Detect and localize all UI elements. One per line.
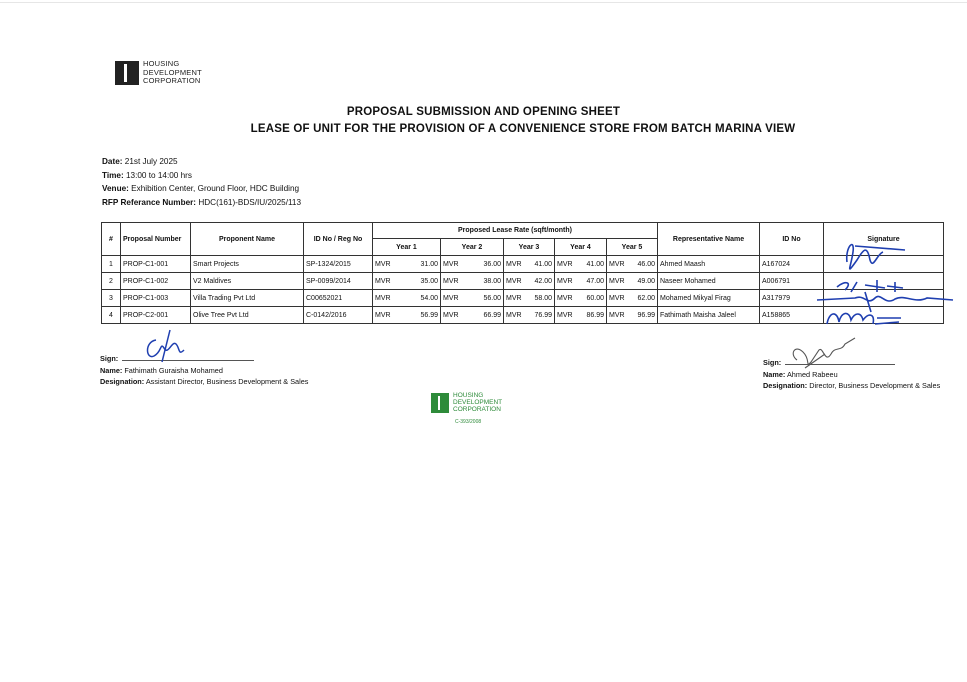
lease-rate-year-4 <box>555 256 607 273</box>
sign-line-right: Sign: <box>763 356 948 369</box>
currency: MVR <box>375 277 391 285</box>
header-year-1: Year 1 <box>373 239 441 256</box>
company-stamp <box>431 392 502 413</box>
lease-rate-year-3 <box>504 307 555 324</box>
amount: 56.99 <box>420 311 438 319</box>
time-line: Time: 13:00 to 14:00 hrs <box>102 170 192 180</box>
currency: MVR <box>375 311 391 319</box>
currency: MVR <box>557 294 573 302</box>
amount: 41.00 <box>534 260 552 268</box>
header-year-4: Year 4 <box>555 239 607 256</box>
currency: MVR <box>375 260 391 268</box>
row-number: 2 <box>102 273 121 290</box>
id-number: A167024 <box>760 256 824 273</box>
currency: MVR <box>443 260 459 268</box>
representative-name: Naseer Mohamed <box>658 273 760 290</box>
designation-left: Designation: Assistant Director, Business Development & Sales <box>100 377 309 386</box>
lease-rate-year-5 <box>607 256 658 273</box>
currency: MVR <box>506 311 522 319</box>
amount: 86.99 <box>586 311 604 319</box>
document-subtitle: LEASE OF UNIT FOR THE PROVISION OF A CONVENIENCE STORE FROM BATCH MARINA VIEW <box>250 123 796 135</box>
lease-rate-year-2 <box>441 307 504 324</box>
lease-rate-year-1 <box>373 256 441 273</box>
amount: 46.00 <box>637 260 655 268</box>
currency: MVR <box>609 260 625 268</box>
proposal-number: PROP-C1-003 <box>121 290 191 307</box>
currency: MVR <box>609 294 625 302</box>
stamp-number: C-393/2008 <box>455 419 482 425</box>
amount: 56.00 <box>483 294 501 302</box>
lease-rate-year-5 <box>607 307 658 324</box>
amount: 41.00 <box>586 260 604 268</box>
representative-name: Fathimath Maisha Jaleel <box>658 307 760 324</box>
hdc-logo-text: HOUSING DEVELOPMENT CORPORATION <box>143 59 202 85</box>
document-title: PROPOSAL SUBMISSION AND OPENING SHEET <box>346 106 621 118</box>
currency: MVR <box>506 294 522 302</box>
name-left: Name: Fathimath Guraisha Mohamed <box>100 365 223 375</box>
stamp-logo-icon <box>431 393 449 413</box>
amount: 54.00 <box>420 294 438 302</box>
id-reg-number: C00652021 <box>304 290 373 307</box>
signature-row-4 <box>827 313 901 324</box>
header-proponent-name: Proponent Name <box>191 223 304 256</box>
name-right: Name: Ahmed Rabeeu <box>763 369 838 379</box>
currency: MVR <box>557 260 573 268</box>
lease-rate-year-3 <box>504 290 555 307</box>
header-proposal-number: Proposal Number <box>121 223 191 256</box>
lease-rate-year-4 <box>555 290 607 307</box>
currency: MVR <box>609 311 625 319</box>
sign-line-left: Sign: <box>100 352 310 365</box>
representative-name: Mohamed Mikyal Firag <box>658 290 760 307</box>
hdc-logo <box>115 60 202 86</box>
amount: 35.00 <box>420 277 438 285</box>
row-number: 4 <box>102 307 121 324</box>
currency: MVR <box>557 277 573 285</box>
rfp-line: RFP Referance Number: HDC(161)-BDS/IU/2025/113 <box>102 197 302 207</box>
signatory-left <box>100 352 310 388</box>
hdc-logo-icon <box>115 61 139 85</box>
currency: MVR <box>443 277 459 285</box>
proponent-name: Olive Tree Pvt Ltd <box>191 307 304 324</box>
amount: 76.99 <box>534 311 552 319</box>
amount: 47.00 <box>586 277 604 285</box>
venue-line: Venue: Exhibition Center, Ground Floor, HDC Building <box>102 184 300 194</box>
meeting-details <box>102 155 301 209</box>
currency: MVR <box>557 311 573 319</box>
currency: MVR <box>609 277 625 285</box>
signature-left-mark <box>140 326 190 366</box>
proposal-number: PROP-C2-001 <box>121 307 191 324</box>
page-top-border <box>0 2 967 3</box>
lease-rate-year-5 <box>607 290 658 307</box>
header-representative: Representative Name <box>658 223 760 256</box>
signature-row-3 <box>817 292 953 312</box>
proposal-number: PROP-C1-001 <box>121 256 191 273</box>
representative-name: Ahmed Maash <box>658 256 760 273</box>
header-year-2: Year 2 <box>441 239 504 256</box>
id-number: A158865 <box>760 307 824 324</box>
header-id-reg: ID No / Reg No <box>304 223 373 256</box>
lease-rate-year-3 <box>504 273 555 290</box>
lease-rate-year-4 <box>555 307 607 324</box>
lease-rate-year-5 <box>607 273 658 290</box>
currency: MVR <box>506 260 522 268</box>
header-year-3: Year 3 <box>504 239 555 256</box>
id-reg-number: SP-1324/2015 <box>304 256 373 273</box>
amount: 36.00 <box>483 260 501 268</box>
lease-rate-year-1 <box>373 273 441 290</box>
amount: 60.00 <box>586 294 604 302</box>
amount: 38.00 <box>483 277 501 285</box>
amount: 58.00 <box>534 294 552 302</box>
proposal-number: PROP-C1-002 <box>121 273 191 290</box>
id-reg-number: SP-0099/2014 <box>304 273 373 290</box>
lease-rate-year-4 <box>555 273 607 290</box>
lease-rate-year-2 <box>441 290 504 307</box>
header-num: # <box>102 223 121 256</box>
header-year-5: Year 5 <box>607 239 658 256</box>
amount: 49.00 <box>637 277 655 285</box>
header-signature: Signature <box>824 223 944 256</box>
amount: 42.00 <box>534 277 552 285</box>
header-lease-rate: Proposed Lease Rate (sqft/month) <box>373 223 658 239</box>
row-number: 3 <box>102 290 121 307</box>
amount: 96.99 <box>637 311 655 319</box>
lease-rate-year-3 <box>504 256 555 273</box>
currency: MVR <box>506 277 522 285</box>
amount: 62.00 <box>637 294 655 302</box>
amount: 66.99 <box>483 311 501 319</box>
lease-rate-year-1 <box>373 307 441 324</box>
id-number: A006791 <box>760 273 824 290</box>
proponent-name: V2 Maldives <box>191 273 304 290</box>
currency: MVR <box>443 294 459 302</box>
lease-rate-year-2 <box>441 273 504 290</box>
lease-rate-year-2 <box>441 256 504 273</box>
id-number: A317979 <box>760 290 824 307</box>
proponent-name: Smart Projects <box>191 256 304 273</box>
signature-row-1 <box>847 245 905 269</box>
lease-rate-year-1 <box>373 290 441 307</box>
date-line: Date: 21st July 2025 <box>102 157 178 166</box>
header-id-no: ID No <box>760 223 824 256</box>
currency: MVR <box>443 311 459 319</box>
proponent-name: Villa Trading Pvt Ltd <box>191 290 304 307</box>
stamp-text: HOUSING DEVELOPMENT CORPORATION <box>453 392 503 413</box>
amount: 31.00 <box>420 260 438 268</box>
signature-right-mark <box>785 334 860 379</box>
designation-right: Designation: Director, Business Development & Sales <box>763 381 941 390</box>
signature-marks <box>815 232 955 332</box>
currency: MVR <box>375 294 391 302</box>
row-number: 1 <box>102 256 121 273</box>
id-reg-number: C-0142/2016 <box>304 307 373 324</box>
signature-row-2 <box>837 280 903 292</box>
